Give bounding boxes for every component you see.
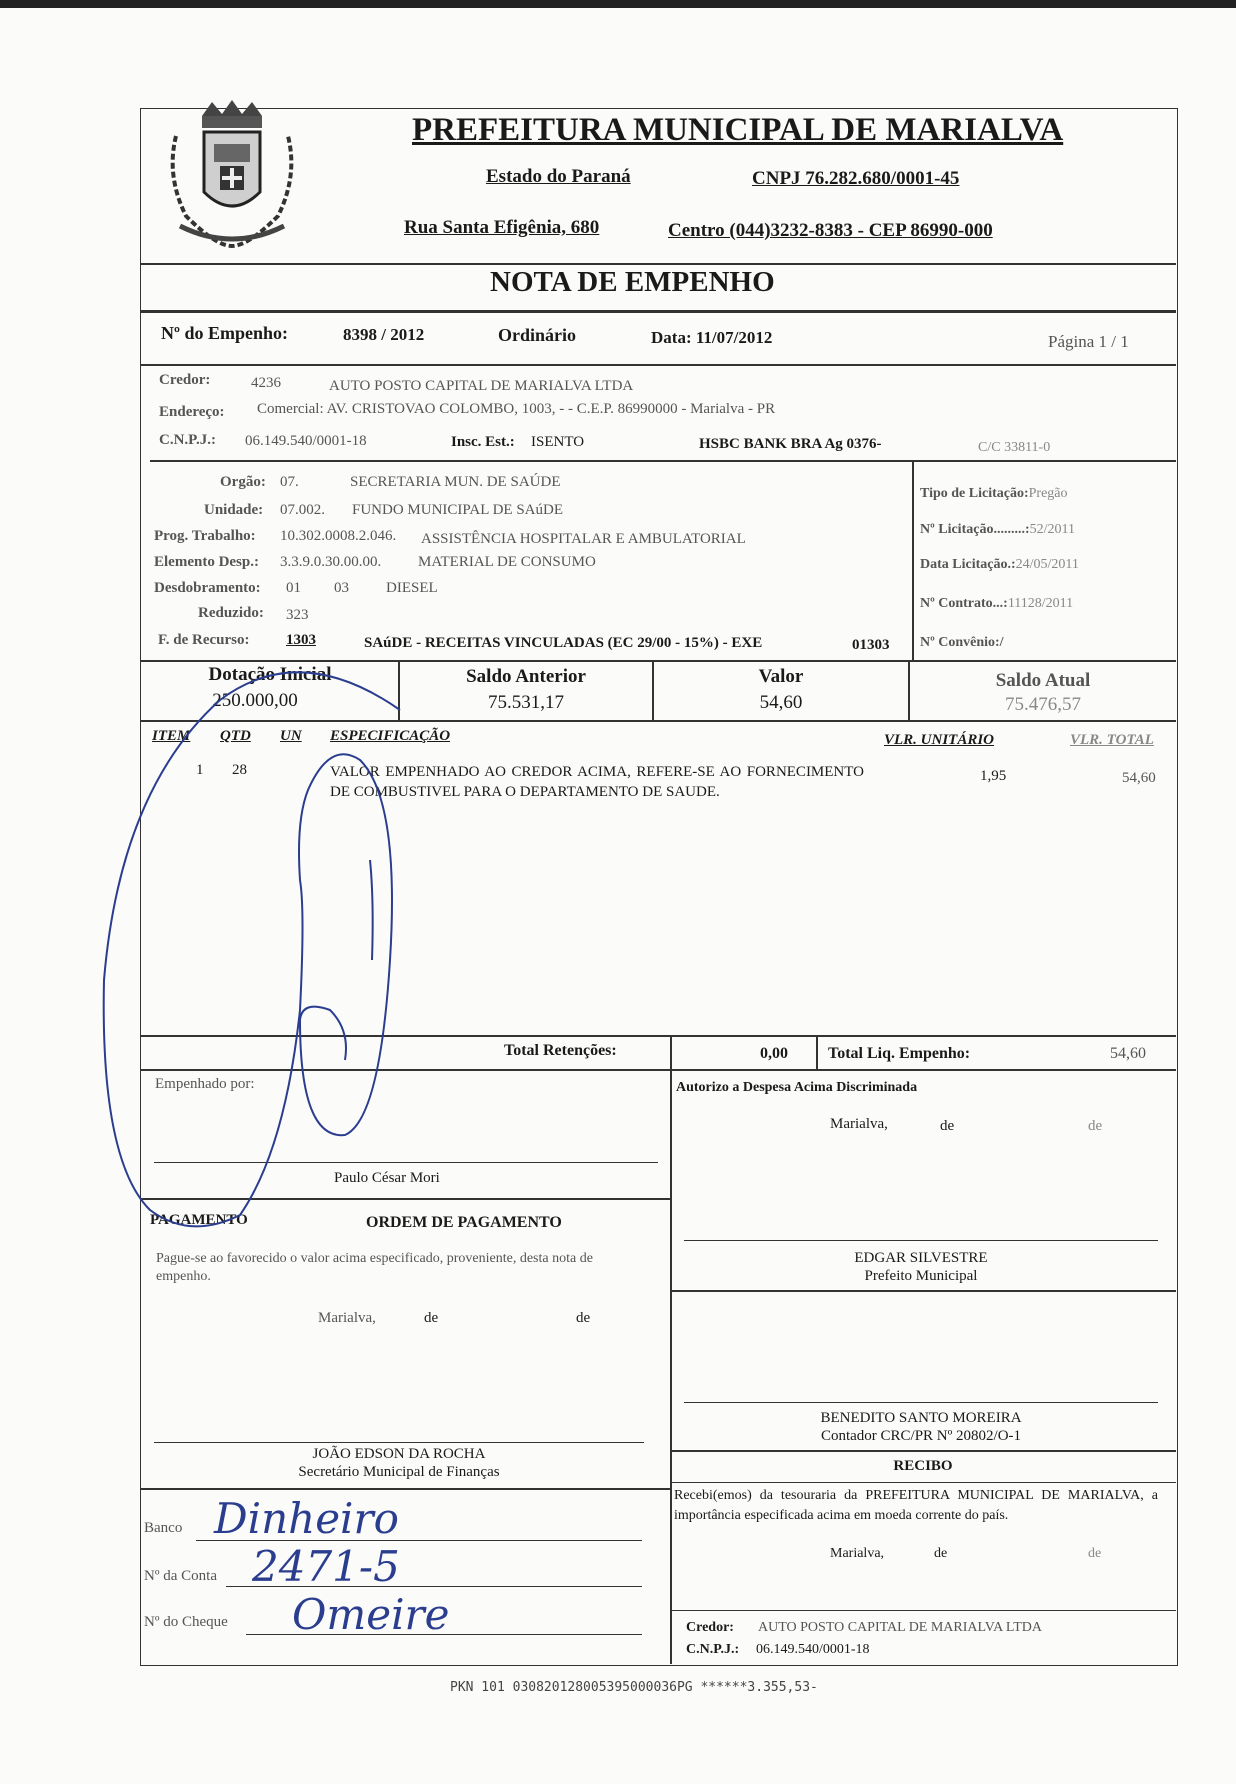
divider bbox=[670, 1610, 1176, 1611]
divider bbox=[670, 1290, 1176, 1292]
divider bbox=[670, 1035, 672, 1069]
total-retencoes-label: Total Retenções: bbox=[504, 1042, 617, 1059]
signature-line bbox=[684, 1240, 1158, 1241]
divider bbox=[670, 1450, 1176, 1452]
item-qty: 28 bbox=[232, 762, 247, 778]
empenho-number: 8398 / 2012 bbox=[343, 325, 425, 344]
conta-handwritten: 2471-5 bbox=[252, 1542, 400, 1591]
divider bbox=[670, 1069, 672, 1664]
empenhado-por-name: Paulo César Mori bbox=[334, 1170, 440, 1186]
autorizo-city: Marialva, bbox=[830, 1116, 888, 1132]
valor-value: 54,60 bbox=[759, 692, 803, 713]
empenho-type: Ordinário bbox=[498, 325, 577, 345]
footer-authentication-code: PKN 101 030820128005395000036PG ******3.355,53- bbox=[450, 1680, 818, 1695]
contador-role: Contador CRC/PR Nº 20802/O-1 bbox=[820, 1428, 1022, 1444]
autorizo-de2: de bbox=[1088, 1118, 1103, 1134]
secretario-name: JOÃO EDSON DA ROCHA bbox=[312, 1446, 486, 1462]
recibo-city: Marialva, bbox=[830, 1546, 885, 1561]
total-liq-label: Total Liq. Empenho: bbox=[828, 1045, 971, 1062]
recibo-cnpj-label: C.N.P.J.: bbox=[686, 1642, 740, 1657]
credor-code: 4236 bbox=[251, 375, 281, 391]
autorizo-label: Autorizo a Despesa Acima Discriminada bbox=[676, 1080, 918, 1095]
document-title: NOTA DE EMPENHO bbox=[490, 266, 775, 298]
divider bbox=[140, 310, 1176, 313]
saldo-atual-value: 75.476,57 bbox=[1005, 694, 1081, 715]
secretario-role: Secretário Municipal de Finanças bbox=[298, 1464, 500, 1480]
tipo-licitacao-label: Tipo de Licitação:Pregão bbox=[920, 486, 1068, 501]
orgao-label: Orgão: bbox=[220, 474, 266, 490]
pagamento-de1: de bbox=[424, 1310, 439, 1326]
recibo-text: Recebi(emos) da tesouraria da PREFEITURA MUNICIPAL DE MARIALVA, a importância especificada acima em moeda corrente do país. bbox=[674, 1488, 1158, 1523]
municipality-address-contact: Centro (044)3232-8383 - CEP 86990-000 bbox=[668, 220, 993, 241]
cheque-label: Nº do Cheque bbox=[144, 1614, 228, 1630]
credor-name: AUTO POSTO CAPITAL DE MARIALVA LTDA bbox=[329, 378, 634, 394]
coat-of-arms-icon bbox=[156, 96, 308, 248]
credor-address: Comercial: AV. CRISTOVAO COLOMBO, 1003, - - C.E.P. 86990000 - Marialva - PR bbox=[257, 401, 776, 417]
elemento-code: 3.3.9.0.30.00.00. bbox=[280, 554, 382, 570]
dotacao-inicial-value: 250.000,00 bbox=[212, 690, 298, 711]
valor-label: Valor bbox=[758, 666, 804, 687]
ordem-pagamento-text: Pague-se ao favorecido o valor acima especificado, proveniente, desta nota de empenho. bbox=[156, 1251, 593, 1284]
fonte-recurso-name: SAúDE - RECEITAS VINCULADAS (EC 29/00 - 15%) - EXE bbox=[364, 635, 763, 651]
credor-cnpj: 06.149.540/0001-18 bbox=[245, 433, 367, 449]
pagamento-label: PAGAMENTO bbox=[150, 1212, 248, 1228]
divider bbox=[140, 1488, 670, 1490]
empenho-date: Data: 11/07/2012 bbox=[651, 328, 773, 347]
divider bbox=[140, 720, 1176, 722]
saldo-atual-label: Saldo Atual bbox=[995, 670, 1091, 691]
prefeito-name: EDGAR SILVESTRE bbox=[854, 1250, 988, 1266]
cnpj-label: C.N.P.J.: bbox=[159, 432, 216, 448]
desdobramento-b: 03 bbox=[334, 580, 349, 596]
unidade-label: Unidade: bbox=[204, 502, 264, 518]
signature-line bbox=[154, 1442, 644, 1443]
fonte-recurso-code: 1303 bbox=[286, 632, 316, 648]
num-contrato-label: Nº Contrato...:11128/2011 bbox=[920, 596, 1074, 611]
address-label: Endereço: bbox=[159, 404, 225, 420]
municipality-cnpj: CNPJ 76.282.680/0001-45 bbox=[752, 168, 960, 189]
fonte-recurso-code2: 01303 bbox=[852, 637, 890, 653]
ordem-pagamento-title: ORDEM DE PAGAMENTO bbox=[366, 1214, 562, 1231]
elemento-name: MATERIAL DE CONSUMO bbox=[418, 554, 596, 570]
pagamento-city: Marialva, bbox=[318, 1310, 376, 1326]
signature-line bbox=[154, 1162, 658, 1163]
reduzido-value: 323 bbox=[286, 607, 309, 623]
recibo-de1: de bbox=[934, 1546, 948, 1561]
desdobramento-a: 01 bbox=[286, 580, 301, 596]
data-licitacao-label: Data Licitação.:24/05/2011 bbox=[920, 557, 1079, 572]
insc-value: ISENTO bbox=[531, 434, 585, 450]
empenhado-por-label: Empenhado por: bbox=[155, 1076, 255, 1092]
pagamento-de2: de bbox=[576, 1310, 591, 1326]
prog-code: 10.302.0008.2.046. bbox=[280, 528, 397, 544]
insc-label: Insc. Est.: bbox=[451, 434, 515, 450]
bank-account: C/C 33811-0 bbox=[978, 440, 1051, 455]
num-licitacao-label: Nº Licitação.........:52/2011 bbox=[920, 522, 1075, 537]
dotacao-inicial-label: Dotação Inicial bbox=[208, 664, 332, 685]
total-retencoes-value: 0,00 bbox=[760, 1045, 788, 1062]
banco-label: Banco bbox=[144, 1520, 183, 1536]
col-vlr-unitario: VLR. UNITÁRIO bbox=[884, 732, 995, 748]
prog-label: Prog. Trabalho: bbox=[154, 528, 256, 544]
signature-line bbox=[684, 1402, 1158, 1403]
page-number: Página 1 / 1 bbox=[1048, 332, 1129, 351]
item-number: 1 bbox=[196, 762, 204, 778]
scan-border bbox=[0, 0, 1236, 8]
state-name: Estado do Paraná bbox=[486, 166, 631, 187]
elemento-label: Elemento Desp.: bbox=[154, 554, 259, 570]
item-total: 54,60 bbox=[1122, 770, 1156, 786]
col-vlr-total: VLR. TOTAL bbox=[1070, 732, 1154, 748]
orgao-code: 07. bbox=[280, 474, 299, 490]
conta-label: Nº da Conta bbox=[144, 1568, 217, 1584]
divider bbox=[140, 1069, 1176, 1071]
saldo-anterior-label: Saldo Anterior bbox=[466, 666, 586, 687]
divider bbox=[140, 1035, 1176, 1037]
divider bbox=[140, 364, 1176, 366]
divider bbox=[140, 1198, 670, 1200]
municipality-address: Rua Santa Efigênia, 680 bbox=[404, 217, 600, 238]
divider bbox=[140, 660, 1176, 662]
desdobramento-name: DIESEL bbox=[386, 580, 438, 596]
orgao-name: SECRETARIA MUN. DE SAÚDE bbox=[350, 474, 561, 490]
reduzido-label: Reduzido: bbox=[198, 605, 264, 621]
divider bbox=[670, 1482, 1176, 1483]
prefeito-role: Prefeito Municipal bbox=[864, 1268, 978, 1284]
recibo-cnpj: 06.149.540/0001-18 bbox=[756, 1642, 870, 1657]
municipality-title: PREFEITURA MUNICIPAL DE MARIALVA bbox=[412, 112, 1064, 148]
contador-name: BENEDITO SANTO MOREIRA bbox=[820, 1410, 1022, 1426]
fonte-recurso-label: F. de Recurso: bbox=[158, 632, 250, 648]
recibo-de2: de bbox=[1088, 1546, 1102, 1561]
num-convenio-label: Nº Convênio:/ bbox=[920, 635, 1004, 650]
recibo-title: RECIBO bbox=[893, 1458, 953, 1474]
unidade-name: FUNDO MUNICIPAL DE SAúDE bbox=[352, 502, 563, 518]
divider bbox=[816, 1035, 818, 1069]
divider bbox=[140, 263, 1176, 265]
col-especificacao: ESPECIFICAÇÃO bbox=[330, 728, 451, 744]
total-liq-value: 54,60 bbox=[1110, 1045, 1146, 1062]
col-un: UN bbox=[280, 728, 302, 744]
cheque-handwritten: Omeire bbox=[292, 1590, 450, 1639]
col-item: ITEM bbox=[152, 728, 191, 744]
bank-agency: HSBC BANK BRA Ag 0376- bbox=[699, 436, 882, 452]
item-unit-price: 1,95 bbox=[980, 768, 1007, 784]
divider bbox=[912, 460, 914, 662]
credor-label: Credor: bbox=[159, 372, 211, 388]
desdobramento-label: Desdobramento: bbox=[154, 580, 261, 596]
empenho-number-label: Nº do Empenho: bbox=[161, 323, 288, 343]
recibo-credor-name: AUTO POSTO CAPITAL DE MARIALVA LTDA bbox=[758, 1620, 1042, 1635]
unidade-code: 07.002. bbox=[280, 502, 325, 518]
col-qtd: QTD bbox=[220, 728, 251, 744]
divider bbox=[150, 460, 1176, 462]
autorizo-de1: de bbox=[940, 1118, 955, 1134]
recibo-credor-label: Credor: bbox=[686, 1620, 734, 1635]
saldo-anterior-value: 75.531,17 bbox=[488, 692, 564, 713]
item-description: VALOR EMPENHADO AO CREDOR ACIMA, REFERE-SE AO FORNECIMENTO DE COMBUSTIVEL PARA O DEPARTAMENTO DE SAUDE. bbox=[330, 764, 864, 800]
banco-handwritten: Dinheiro bbox=[214, 1494, 399, 1543]
prog-name: ASSISTÊNCIA HOSPITALAR E AMBULATORIAL bbox=[421, 531, 746, 547]
